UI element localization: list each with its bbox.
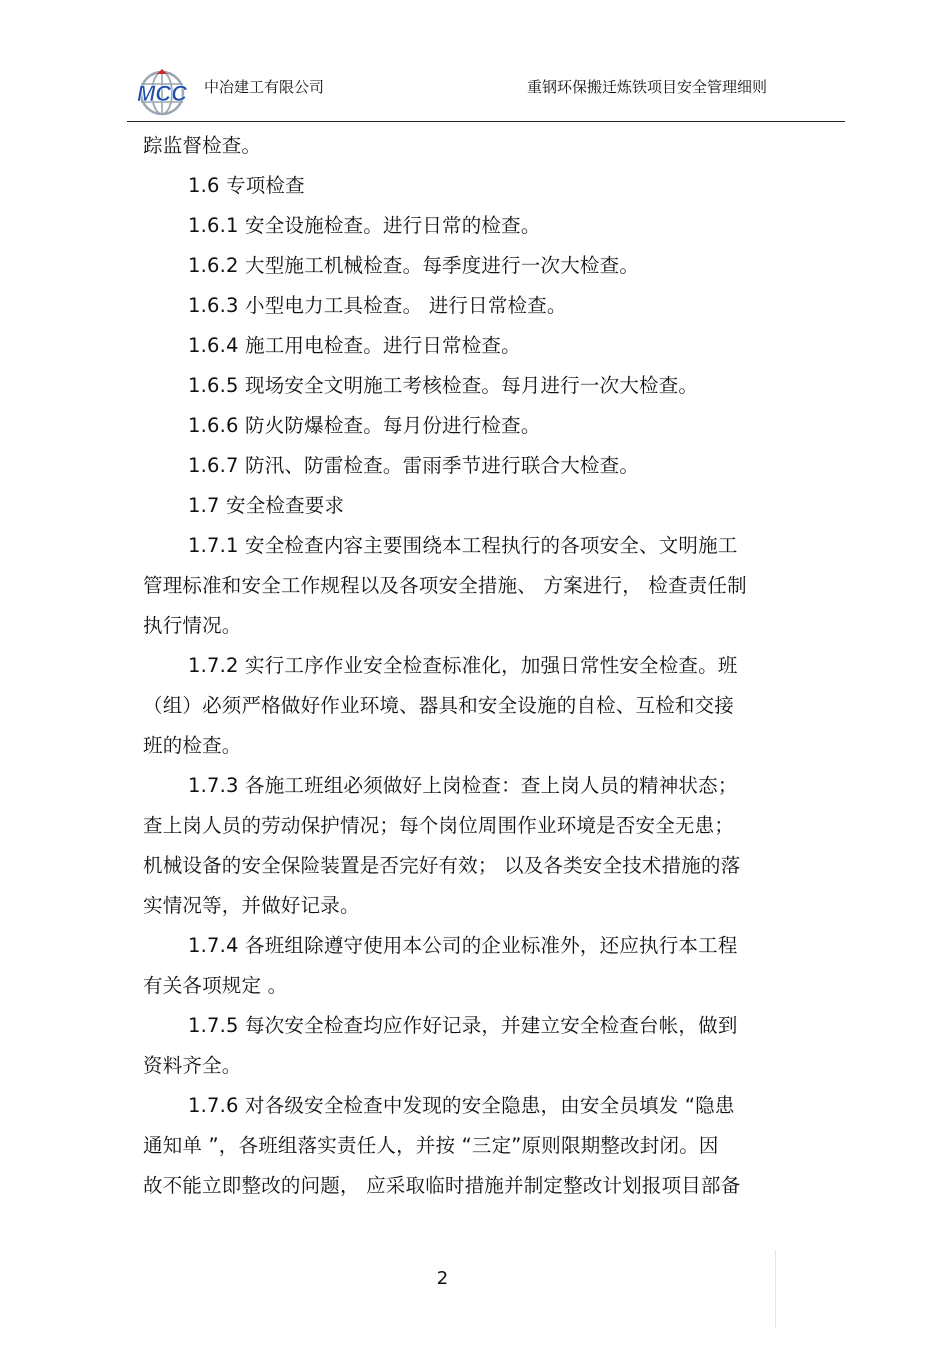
text-line: 故不能立即整改的问题， 应采取临时措施并制定整改计划报项目部备 [143,1174,741,1197]
text-line: 1.7.3 各施工班组必须做好上岗检查：查上岗人员的精神状态； [188,774,738,797]
text-line: 1.6.4 施工用电检查。进行日常检查。 [188,334,521,357]
text-line: 管理标准和安全工作规程以及各项安全措施、 方案进行， 检查责任制 [143,574,747,597]
text-line: 1.6.7 防汛、防雷检查。雷雨季节进行联合大检查。 [188,454,640,477]
text-line: 1.6.6 防火防爆检查。每月份进行检查。 [188,414,541,437]
text-line: 机械设备的安全保险装置是否完好有效； 以及各类安全技术措施的落 [143,854,741,877]
company-name: 中冶建工有限公司 [204,78,325,96]
mcc-logo [127,68,197,118]
text-line: 1.6.5 现场安全文明施工考核检查。每月进行一次大检查。 [188,374,699,397]
text-line: 查上岗人员的劳动保护情况；每个岗位周围作业环境是否安全无患； [143,814,735,837]
section-heading: 1.7 安全检查要求 [188,494,345,517]
text-line: 执行情况。 [143,614,242,637]
text-line: 1.6.2 大型施工机械检查。每季度进行一次大检查。 [188,254,640,277]
text-line: （组）必须严格做好作业环境、器具和安全设施的自检、互检和交接 [143,694,735,717]
page-number: 2 [436,1268,449,1289]
text-line: 1.7.4 各班组除遵守使用本公司的企业标准外，还应执行本工程 [188,934,738,957]
header-divider [127,121,845,122]
text-line: 1.7.5 每次安全检查均应作好记录，并建立安全检查台帐，做到 [188,1014,738,1037]
text-line: 1.7.6 对各级安全检查中发现的安全隐患，由安全员填发 “隐患 [188,1094,735,1117]
logo-lettering: MCC [136,81,188,106]
document-title: 重钢环保搬迁炼铁项目安全管理细则 [526,78,767,96]
section-heading: 1.6 专项检查 [188,174,305,197]
text-line: 1.7.1 安全检查内容主要围绕本工程执行的各项安全、文明施工 [188,534,738,557]
text-line: 1.7.2 实行工序作业安全检查标准化，加强日常性安全检查。班 [188,654,738,677]
text-line: 班的检查。 [143,734,242,757]
text-line: 实情况等，并做好记录。 [143,894,360,917]
text-line: 1.6.1 安全设施检查。进行日常的检查。 [188,214,541,237]
text-line: 资料齐全。 [143,1054,242,1077]
text-line: 有关各项规定 。 [143,974,288,997]
text-line: 1.6.3 小型电力工具检查。 进行日常检查。 [188,294,567,317]
text-line: 通知单 ”，各班组落实责任人，并按 “三定”原则限期整改封闭。因 [143,1134,719,1157]
text-line: 踪监督检查。 [143,134,262,157]
